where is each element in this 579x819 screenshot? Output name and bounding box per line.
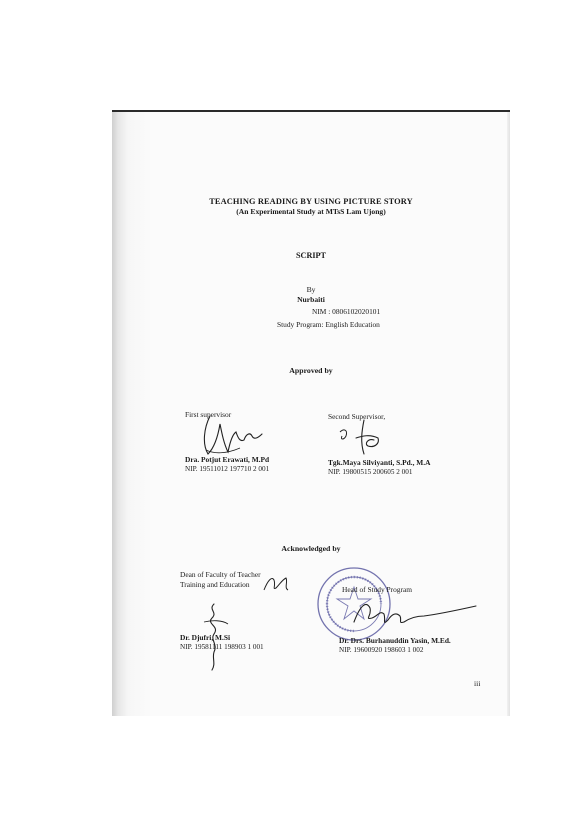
first-supervisor-signature xyxy=(200,410,270,458)
dean-label-line1: Dean of Faculty of Teacher xyxy=(180,570,261,579)
document-type: SCRIPT xyxy=(295,251,327,260)
second-supervisor-name: Tgk.Maya Silviyanti, S.Pd., M.A xyxy=(328,458,431,467)
dean-initial-mark xyxy=(262,572,292,594)
author-name: Nurbaiti xyxy=(297,295,325,304)
second-supervisor-label: Second Supervisor, xyxy=(328,412,386,421)
head-of-program-label: Head of Study Program xyxy=(342,585,412,594)
head-of-program-signature xyxy=(350,596,480,632)
document-subtitle: (An Experimental Study at MTsS Lam Ujong) xyxy=(236,207,386,216)
first-supervisor-label: First supervisor xyxy=(185,410,232,419)
study-program: Study Program: English Education xyxy=(277,320,380,329)
second-supervisor-signature xyxy=(334,418,394,458)
document-page xyxy=(112,110,510,716)
dean-name: Dr. Djufri, M.Si xyxy=(180,633,231,642)
dean-nip: NIP. 19581111 198903 1 001 xyxy=(180,643,264,651)
student-nim: NIM : 0806102020101 xyxy=(312,307,381,316)
head-of-program-name: Dr. Drs. Burhanuddin Yasin, M.Ed. xyxy=(339,636,451,645)
dean-label-line2: Training and Education xyxy=(180,580,250,589)
by-label: By xyxy=(306,285,316,294)
acknowledged-by-heading: Acknowledged by xyxy=(281,544,341,553)
approved-by-heading: Approved by xyxy=(289,366,333,375)
second-supervisor-nip: NIP. 19800515 200605 2 001 xyxy=(328,468,413,476)
first-supervisor-nip: NIP. 19511012 197710 2 001 xyxy=(185,465,270,473)
head-of-program-nip: NIP. 19600920 198603 1 002 xyxy=(339,646,424,654)
first-supervisor-name: Dra. Potjut Erawati, M.Pd xyxy=(185,455,270,464)
document-title: TEACHING READING BY USING PICTURE STORY xyxy=(209,197,413,206)
page-number: iii xyxy=(474,679,481,688)
